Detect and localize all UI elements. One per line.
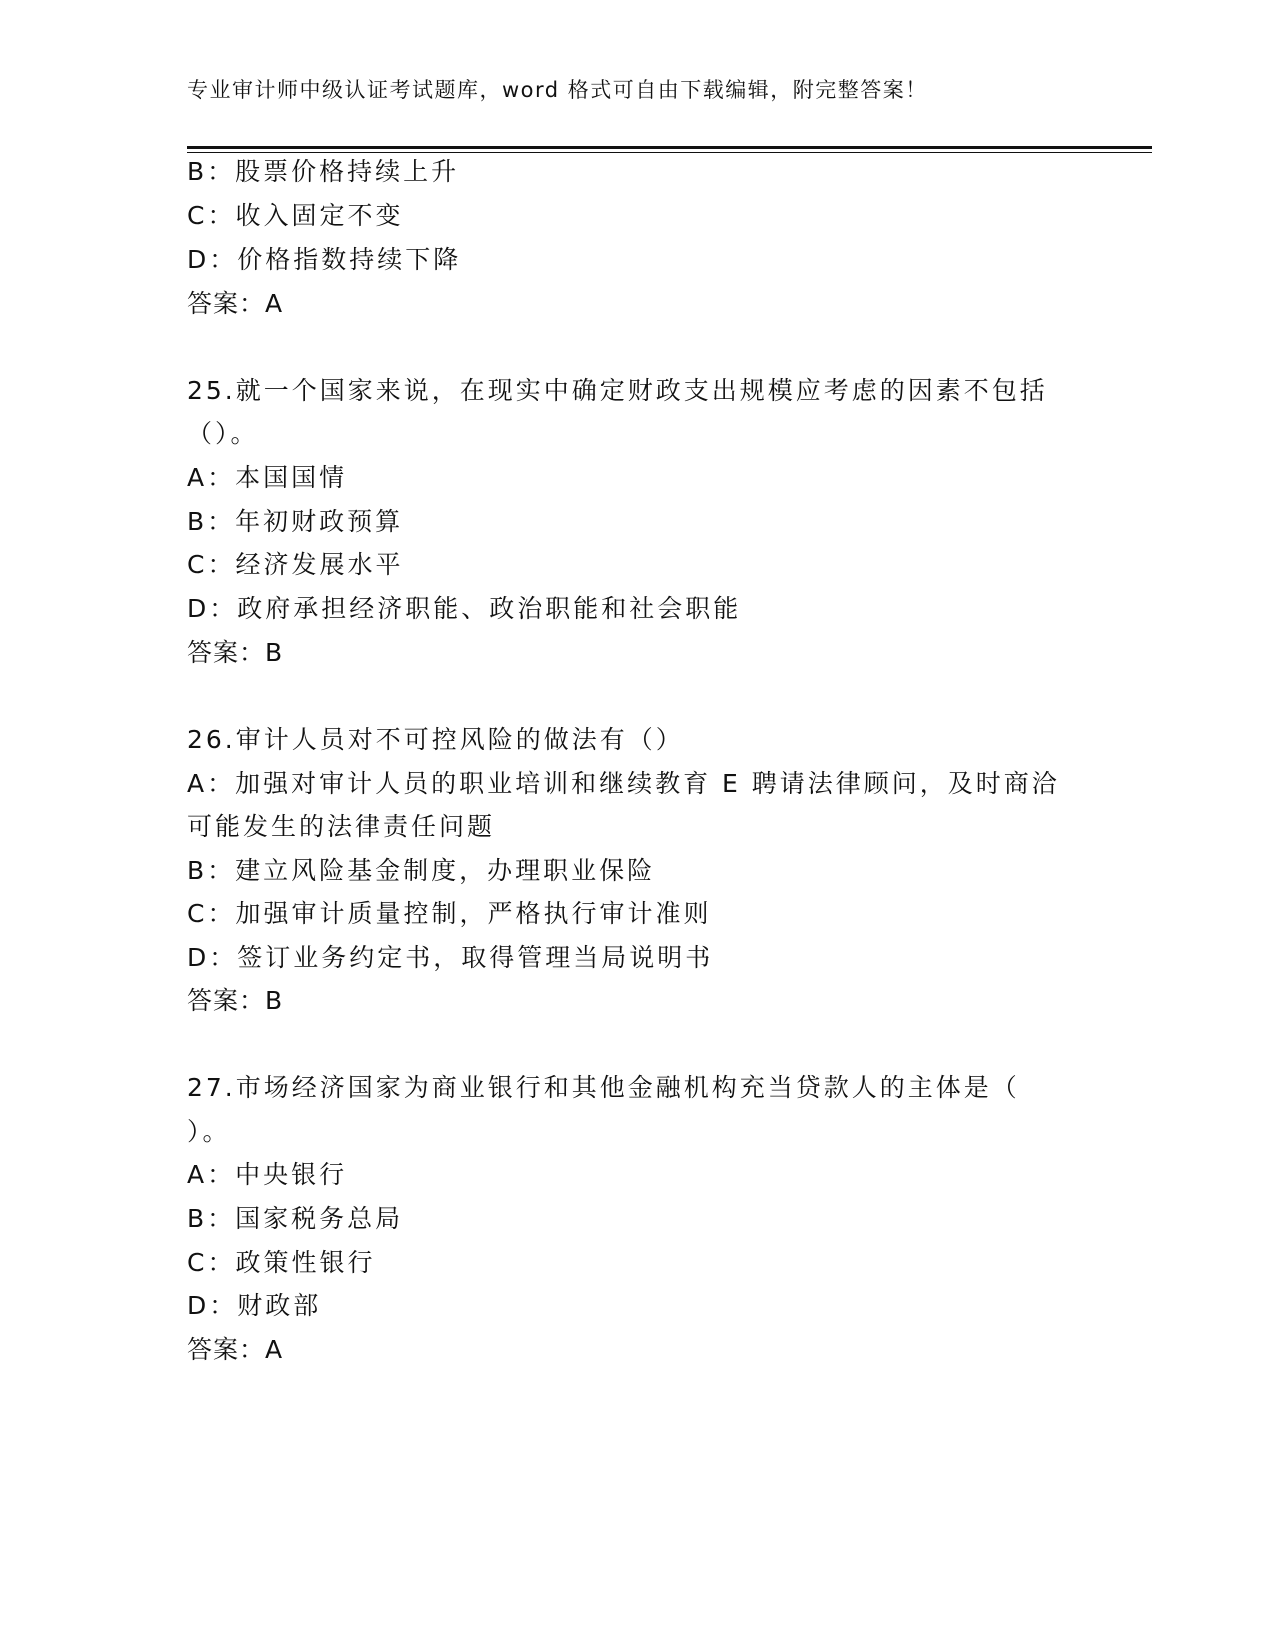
- option-line: A：中央银行: [187, 1160, 348, 1189]
- answer-line: 答案：B: [187, 986, 284, 1015]
- option-line: D：政府承担经济职能、政治职能和社会职能: [187, 594, 742, 623]
- option-line: B：股票价格持续上升: [187, 157, 460, 186]
- answer-line: 答案：A: [187, 1335, 284, 1364]
- option-line: A：加强对审计人员的职业培训和继续教育 E 聘请法律顾问，及时商洽: [187, 769, 1060, 798]
- option-line: C：加强审计质量控制，严格执行审计准则: [187, 899, 712, 928]
- option-line: C：政策性银行: [187, 1248, 376, 1277]
- question-stem-continued: ）。: [187, 1117, 231, 1146]
- option-line: B：年初财政预算: [187, 507, 404, 536]
- question-stem-continued: （）。: [187, 419, 259, 448]
- question-stem: 25.就一个国家来说，在现实中确定财政支出规模应考虑的因素不包括: [187, 376, 1048, 405]
- question-stem: 27.市场经济国家为商业银行和其他金融机构充当贷款人的主体是（: [187, 1073, 1020, 1102]
- option-line: A：本国国情: [187, 463, 348, 492]
- header-rule-thin: [187, 152, 1152, 153]
- answer-line: 答案：B: [187, 638, 284, 667]
- option-line: D：财政部: [187, 1291, 322, 1320]
- document-header: 专业审计师中级认证考试题库，word 格式可自由下载编辑，附完整答案！: [187, 78, 928, 102]
- option-line: B：国家税务总局: [187, 1204, 404, 1233]
- header-rule-thick: [187, 146, 1152, 149]
- answer-line: 答案：A: [187, 289, 284, 318]
- option-line: D：签订业务约定书，取得管理当局说明书: [187, 943, 714, 972]
- option-line: C：收入固定不变: [187, 201, 404, 230]
- question-stem: 26.审计人员对不可控风险的做法有（）: [187, 725, 684, 754]
- option-line: C：经济发展水平: [187, 550, 404, 579]
- option-line: B：建立风险基金制度，办理职业保险: [187, 856, 656, 885]
- option-line-continued: 可能发生的法律责任问题: [187, 812, 496, 841]
- option-line: D：价格指数持续下降: [187, 245, 462, 274]
